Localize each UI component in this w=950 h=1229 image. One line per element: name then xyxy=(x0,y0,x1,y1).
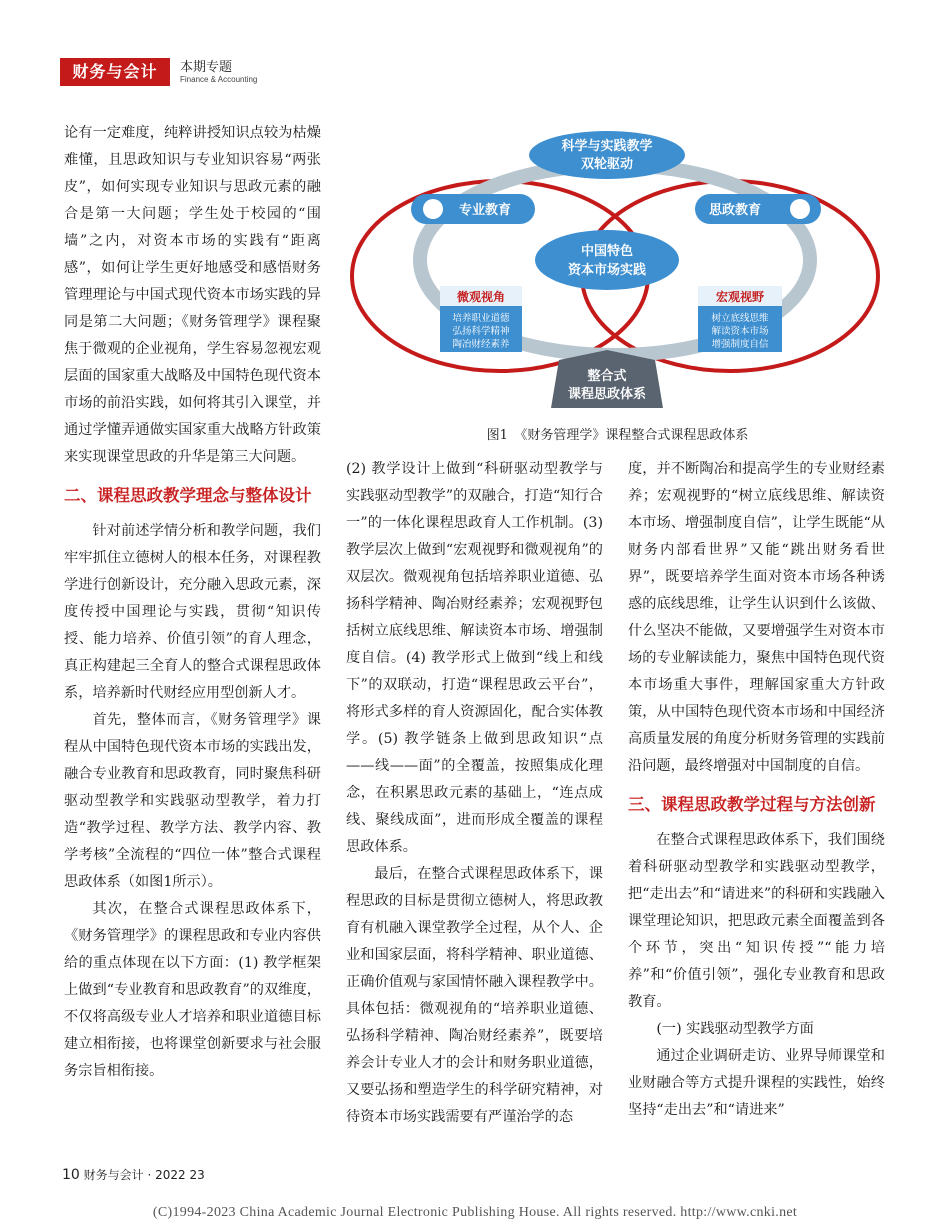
micro-item: 陶冶财经素养 xyxy=(452,339,510,350)
journal-issue: 财务与会计 · 2022 23 xyxy=(83,1168,205,1182)
subsection-heading: (一) 实践驱动型教学方面 xyxy=(656,1021,814,1037)
figure-caption: 图1 《财务管理学》课程整合式课程思政体系 xyxy=(486,428,749,443)
page-footer xyxy=(62,1166,205,1183)
center-node xyxy=(535,230,679,290)
column-name: 本期专题 xyxy=(180,60,233,75)
journal-logo: 财务与会计 xyxy=(60,58,170,86)
top-label-1: 科学与实践教学 xyxy=(561,139,653,154)
column-2 xyxy=(346,456,603,1131)
page-header xyxy=(60,52,360,88)
center-label-1: 中国特色 xyxy=(580,244,634,259)
paragraph: 在整合式课程思政体系下，我们围绕着科研驱动型教学和实践驱动型教学，把“走出去”和“请进来”的科研和实践融入课堂理论知识，把思政元素全面覆盖到各个环节，突出“知识传授”“能力培养”和“价值引领”，强化专业教育和思政教育。 xyxy=(628,832,885,1010)
book-icon xyxy=(423,199,443,219)
column-1 xyxy=(64,120,321,1085)
top-label-2: 双轮驱动 xyxy=(580,157,634,172)
section-heading: 三、课程思政教学过程与方法创新 xyxy=(628,795,876,814)
micro-item: 培养职业道德 xyxy=(452,313,510,324)
center-label-2: 资本市场实践 xyxy=(567,263,647,278)
paragraph: 其次，在整合式课程思政体系下，《财务管理学》的课程思政和专业内容供给的重点体现在以下方面：(1) 教学框架上做到“专业教育和思政教育”的双维度，不仅将高级专业人才培养和职业道德目标建立相衔接，也将课堂创新要求与社会服务宗旨相衔接。 xyxy=(64,901,321,1079)
megaphone-icon xyxy=(790,199,810,219)
figure-diagram xyxy=(345,128,890,413)
paragraph: 度，并不断陶冶和提高学生的专业财经素养；宏观视野的“树立底线思维、解读资本市场、增强制度自信”，让学生既能“从财务内部看世界”又能“跳出财务看世界”，既要培养学生面对资本市场各种诱惑的底线思维，让学生认识到什么该做、什么坚决不能做，又要增强学生对资本市场的专业解读能力，聚焦中国特色现代资本市场重大事件，理解国家重大方针政策，从中国特色现代资本市场和中国经济高质量发展的角度分析财务管理的实践前沿问题，最终增强对中国制度的自信。 xyxy=(628,461,885,774)
paragraph: 针对前述学情分析和教学问题，我们牢牢抓住立德树人的根本任务，对课程教学进行创新设计，充分融入思政元素，深度传授中国理论与实践，贯彻“知识传授、能力培养、价值引领”的育人理念，真正构建起三全育人的整合式课程思政体系，培养新时代财经应用型创新人才。 xyxy=(64,523,321,701)
column-3 xyxy=(628,456,885,1124)
paragraph: 最后，在整合式课程思政体系下，课程思政的目标是贯彻立德树人，将思政教育有机融入课堂教学全过程，从个人、企业和国家层面，将科学精神、职业道德、正确价值观与家国情怀融入课程教学中。具体包括：微观视角的“培养职业道德、弘扬科学精神、陶冶财经素养”，既要培养会计专业人才的会计和财务职业道德，又要弘扬和塑造学生的科学研究精神，对待资本市场实践需要有严谨治学的态 xyxy=(346,866,603,1125)
right-label: 思政教育 xyxy=(708,203,762,218)
macro-item: 树立底线思维 xyxy=(711,313,769,324)
micro-item: 弘扬科学精神 xyxy=(452,326,510,337)
bottom-label-1: 整合式 xyxy=(587,369,627,384)
copyright-line: (C)1994-2023 China Academic Journal Electronic Publishing House. All rights reserved. http://www.cnki.net xyxy=(152,1205,798,1220)
bottom-label-2: 课程思政体系 xyxy=(567,387,647,402)
paragraph: 论有一定难度，纯粹讲授知识点较为枯燥难懂，且思政知识与专业知识容易“两张皮”，如何实现专业知识与思政元素的融合是第一大问题；学生处于校园的“围墙”之内，对资本市场的实践有“距离感”，如何让学生更好地感受和感悟财务管理理论与中国式现代资本市场实践的异同是第二大问题；《财务管理学》课程聚焦于微观的企业视角，学生容易忽视宏观层面的国家重大战略及中国特色现代资本市场的前沿实践，如何将其引入课堂，并通过学懂弄通做实国家重大战略方针政策来实现课堂思政的升华是第三大问题。 xyxy=(64,125,321,465)
macro-title: 宏观视野 xyxy=(715,290,765,304)
paragraph: 首先，整体而言，《财务管理学》课程从中国特色现代资本市场的实践出发，融合专业教育和思政教育，同时聚焦科研驱动型教学和实践驱动型教学，着力打造“教学过程、教学方法、教学内容、教学考核”全流程的“四位一体”整合式课程思政体系（如图1所示）。 xyxy=(64,712,321,890)
page-number: 10 xyxy=(62,1167,80,1183)
column-name-en: Finance & Accounting xyxy=(180,75,258,84)
micro-title: 微观视角 xyxy=(456,290,506,304)
left-label: 专业教育 xyxy=(458,203,512,218)
macro-item: 解读资本市场 xyxy=(711,326,769,337)
macro-item: 增强制度自信 xyxy=(711,339,769,350)
section-heading: 二、课程思政教学理念与整体设计 xyxy=(64,486,312,505)
paragraph: 通过企业调研走访、业界导师课堂和业财融合等方式提升课程的实践性，始终坚持“走出去”和“请进来” xyxy=(628,1048,885,1118)
paragraph: (2) 教学设计上做到“科研驱动型教学与实践驱动型教学”的双融合，打造“知行合一”的一体化课程思政育人工作机制。(3) 教学层次上做到“宏观视野和微观视角”的双层次。微观视角包括培养职业道德、弘扬科学精神、陶冶财经素养；宏观视野包括树立底线思维、解读资本市场、增强制度自信。(4) 教学形式上做到“线上和线下”的双联动，打造“课程思政云平台”，将形式多样的育人资源固化，配合实体教学。(5) 教学链条上做到思政知识“点——线——面”的全覆盖，按照集成化理念，在积累思政元素的基础上，“连点成线、聚线成面”，进而形成全覆盖的课程思政体系。 xyxy=(346,461,603,855)
